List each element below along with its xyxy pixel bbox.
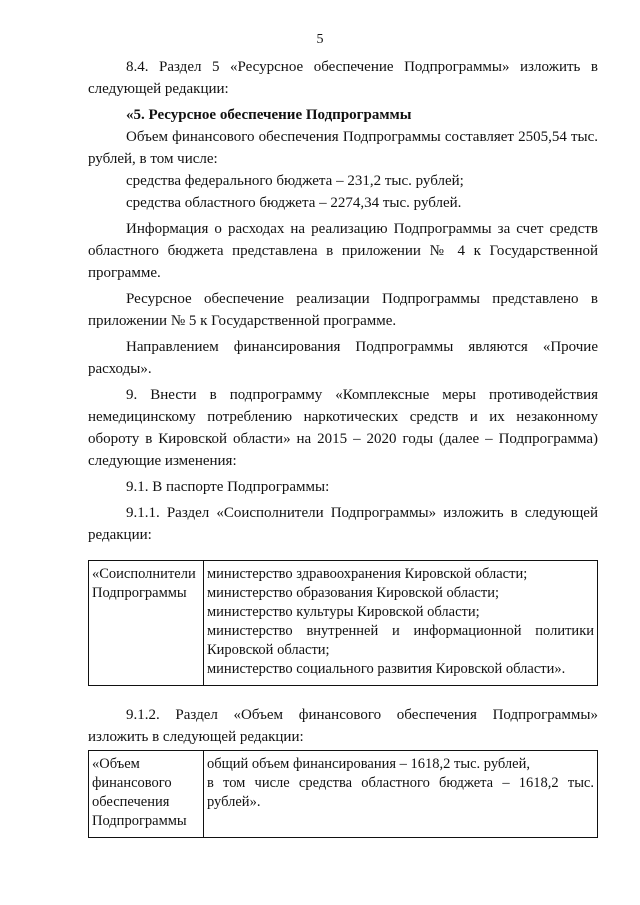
document-body (88, 56, 598, 838)
list-item: министерство внутренней и информационной политики Кировской области; (207, 623, 594, 658)
list-item: в том числе средства областного бюджета – 1618,2 тыс. рублей». (207, 775, 594, 810)
list-item: министерство социального развития Кировской области». (207, 661, 566, 677)
paragraph-9-1: 9.1. В паспорте Подпрограммы: (126, 479, 330, 495)
section-heading: «5. Ресурсное обеспечение Подпрограммы (126, 107, 412, 123)
funding-volume-table (88, 750, 598, 838)
co-executors-table (88, 560, 598, 686)
paragraph-9: 9. Внести в подпрограмму «Комплексные меры противодействия немедицинскому потреблению наркотических средств и их незаконному обороту в Кировской области» на 2015 – 2020 годы (далее – Подпрограмма) следующие изменения: (88, 387, 598, 469)
paragraph-9-1-2: 9.1.2. Раздел «Объем финансового обеспечения Подпрограммы» изложить в следующей редакции: (88, 707, 598, 745)
paragraph-financing-direction: Направлением финансирования Подпрограммы являются «Прочие расходы». (88, 339, 598, 377)
paragraph-9-1-1: 9.1.1. Раздел «Соисполнители Подпрограммы» изложить в следующей редакции: (88, 505, 598, 543)
co-executors-label: «Соисполнители Подпрограммы (89, 561, 204, 686)
paragraph-federal-budget: средства федерального бюджета – 231,2 тыс. рублей; (126, 173, 464, 189)
paragraph-funding-total: Объем финансового обеспечения Подпрограммы составляет 2505,54 тыс. рублей, в том числе: (88, 129, 598, 167)
paragraph-regional-budget: средства областного бюджета – 2274,34 тыс. рублей. (126, 195, 462, 211)
paragraph-resource-provision: Ресурсное обеспечение реализации Подпрограммы представлено в приложении № 5 к Государственной программе. (88, 291, 598, 329)
funding-volume-text (204, 751, 598, 838)
paragraph-expense-info: Информация о расходах на реализацию Подпрограммы за счет средств областного бюджета представлена в приложении № 4 к Государственной программе. (88, 221, 598, 281)
list-item: министерство здравоохранения Кировской области; (207, 566, 528, 582)
list-item: министерство культуры Кировской области; (207, 604, 480, 620)
list-item: общий объем финансирования – 1618,2 тыс. рублей, (207, 756, 530, 772)
co-executors-list (204, 561, 598, 686)
table-row (89, 561, 598, 686)
funding-volume-label: «Объем финансового обеспечения Подпрограммы (89, 751, 204, 838)
page-number: 5 (316, 32, 324, 47)
list-item: министерство образования Кировской области; (207, 585, 499, 601)
paragraph-8-4: 8.4. Раздел 5 «Ресурсное обеспечение Подпрограммы» изложить в следующей редакции: (88, 59, 598, 97)
table-row (89, 751, 598, 838)
